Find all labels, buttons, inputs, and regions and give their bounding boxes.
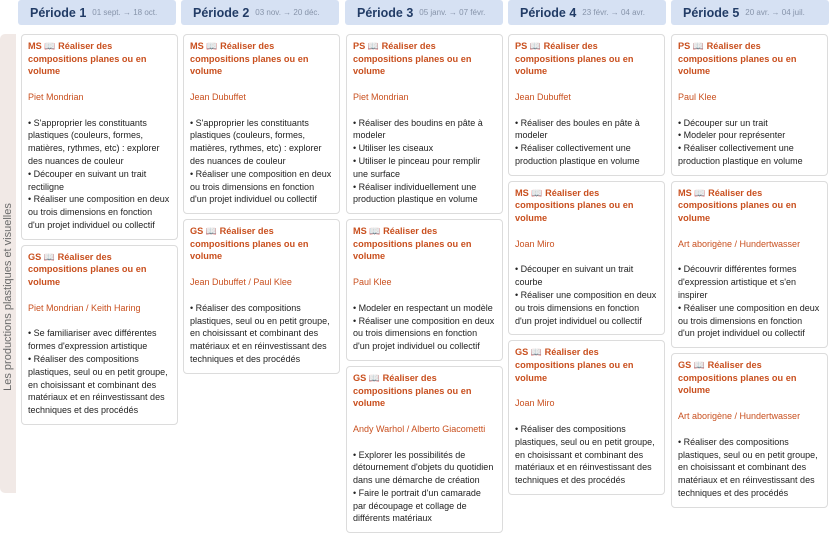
skill-item: • Se familiariser avec différentes formes d'expression artistique bbox=[28, 328, 157, 352]
skill-text: Modeler pour représenter bbox=[683, 130, 786, 141]
card-artist: Andy Warhol / Alberto Giacometti bbox=[353, 423, 486, 434]
card-title-text: Réaliser des compositions planes ou en volume bbox=[515, 347, 634, 383]
book-icon: 📖 bbox=[368, 372, 381, 383]
card-title bbox=[678, 187, 821, 225]
skill-item: • Découper en suivant un trait courbe bbox=[515, 264, 634, 288]
card-artist: Piet Mondrian bbox=[353, 91, 409, 102]
activity-card[interactable] bbox=[346, 219, 503, 361]
book-icon: 📖 bbox=[529, 41, 542, 51]
card-artist: Piet Mondrian / Keith Haring bbox=[28, 302, 141, 313]
card-title-text: Réaliser des compositions planes ou en volume bbox=[515, 187, 634, 223]
skill-text: Faire le portrait d'un camarade par découpage et collage de différents matériaux bbox=[353, 487, 481, 524]
card-artist: Joan Miro bbox=[515, 238, 555, 249]
level-badge: MS bbox=[190, 41, 204, 51]
card-title bbox=[515, 40, 658, 78]
activity-card[interactable] bbox=[671, 34, 828, 176]
skill-text: Réaliser des compositions plastiques, seul ou en petit groupe, en choisissant et combinant des matériaux et en réinvestissant des techniques et des procédés bbox=[678, 436, 818, 498]
period-dates: 23 févr. → 04 avr. bbox=[582, 8, 645, 17]
card-title-text: Réaliser des compositions planes ou en volume bbox=[28, 41, 147, 77]
card-artist: Jean Dubuffet bbox=[190, 91, 246, 102]
level-badge: MS bbox=[678, 187, 692, 198]
skill-item: • Explorer les possibilités de détournement d'objets du quotidien dans une démarche de création bbox=[353, 449, 494, 486]
skill-item: • S'approprier les constituants plastiques (couleurs, formes, matières, rythmes, etc) : explorer des nuances de couleur bbox=[28, 117, 160, 166]
skill-text: Réaliser une composition en deux ou trois dimensions en fonction d'un projet individuel ou collectif bbox=[678, 302, 820, 339]
activity-card[interactable] bbox=[346, 34, 503, 214]
card-artist: Paul Klee bbox=[353, 276, 392, 287]
skill-text: Découper en suivant un trait rectiligne bbox=[28, 168, 147, 192]
card-title bbox=[515, 187, 658, 225]
period-dates: 20 avr. → 04 juil. bbox=[745, 8, 805, 17]
skill-text: Réaliser une composition en deux ou trois dimensions en fonction d'un projet individuel ou collectif bbox=[353, 315, 495, 352]
card-title-text: Réaliser des compositions planes ou en volume bbox=[678, 41, 797, 77]
skill-item: • Réaliser des boudins en pâte à modeler bbox=[353, 117, 483, 141]
skill-item: • Réaliser des compositions plastiques, seul ou en petit groupe, en choisissant et combinant des matériaux et en réinvestissant des techniques et des procédés bbox=[515, 423, 655, 486]
book-icon: 📖 bbox=[694, 187, 706, 198]
card-artist: Paul Klee bbox=[678, 91, 717, 102]
level-badge: GS bbox=[353, 372, 367, 383]
level-badge: PS bbox=[515, 41, 528, 51]
period-column-4 bbox=[508, 34, 665, 500]
period-header-1[interactable] bbox=[18, 0, 176, 25]
level-badge: PS bbox=[353, 41, 366, 51]
book-icon: 📖 bbox=[530, 347, 543, 358]
card-title bbox=[678, 359, 821, 397]
skill-list bbox=[190, 117, 333, 207]
skill-text: Réaliser des compositions plastiques, seul ou en petit groupe, en choisissant et combinant des matériaux et en réinvestissant des techniques et des procédés bbox=[515, 423, 655, 486]
skill-list bbox=[353, 302, 496, 353]
level-badge: GS bbox=[190, 226, 204, 237]
card-title bbox=[353, 40, 496, 78]
skill-text: Se familiariser avec différentes formes d'expression artistique bbox=[28, 328, 157, 352]
activity-card[interactable] bbox=[21, 34, 178, 240]
period-column-1 bbox=[21, 34, 178, 430]
period-name: Période 4 bbox=[520, 5, 577, 20]
level-badge: MS bbox=[353, 226, 367, 237]
skill-item: • Utiliser le pinceau pour remplir une surface bbox=[353, 155, 481, 179]
skill-list bbox=[678, 263, 821, 340]
skill-list bbox=[190, 302, 333, 366]
card-title bbox=[353, 372, 496, 410]
period-column-2 bbox=[183, 34, 340, 379]
card-title bbox=[190, 225, 333, 263]
skill-list bbox=[515, 423, 658, 487]
skill-item: • Réaliser une composition en deux ou trois dimensions en fonction d'un projet individuel ou collectif bbox=[515, 289, 657, 326]
skill-list bbox=[678, 117, 821, 168]
skill-item: • Réaliser une composition en deux ou trois dimensions en fonction d'un projet individuel ou collectif bbox=[353, 315, 495, 352]
skill-item: • Réaliser une composition en deux ou trois dimensions en fonction d'un projet individuel ou collectif bbox=[28, 194, 170, 230]
book-icon: 📖 bbox=[692, 41, 705, 51]
skill-text: Réaliser individuellement une production plastique en volume bbox=[353, 181, 478, 205]
activity-card[interactable] bbox=[508, 181, 665, 336]
period-header-2[interactable] bbox=[181, 0, 339, 25]
side-label: Les productions plastiques et visuelles bbox=[2, 203, 14, 391]
period-header-5[interactable] bbox=[671, 0, 829, 25]
skill-list bbox=[353, 117, 496, 207]
period-dates: 03 nov. → 20 déc. bbox=[255, 8, 320, 17]
skill-text: Utiliser le pinceau pour remplir une surface bbox=[353, 155, 481, 179]
skill-text: Découper sur un trait bbox=[683, 117, 768, 128]
card-artist: Jean Dubuffet bbox=[515, 91, 571, 102]
skill-item: • Réaliser une composition en deux ou trois dimensions en fonction d'un projet individuel ou collectif bbox=[190, 168, 332, 205]
card-title bbox=[678, 40, 821, 78]
period-column-5 bbox=[671, 34, 828, 513]
card-title bbox=[515, 346, 658, 384]
skill-list bbox=[515, 263, 658, 327]
skill-text: Découvrir différentes formes d'expression artistique et s'en inspirer bbox=[678, 264, 797, 300]
activity-card[interactable] bbox=[183, 219, 340, 374]
skill-item: • Réaliser une composition en deux ou trois dimensions en fonction d'un projet individuel ou collectif bbox=[678, 302, 820, 339]
skill-text: Réaliser une composition en deux ou trois dimensions en fonction d'un projet individuel ou collectif bbox=[190, 168, 332, 205]
card-title-text: Réaliser des compositions planes ou en volume bbox=[353, 372, 472, 409]
skill-item: • S'approprier les constituants plastiques (couleurs, formes, matières, rythmes, etc) : explorer des nuances de couleur bbox=[190, 117, 322, 166]
skill-text: Utiliser les ciseaux bbox=[358, 143, 434, 154]
period-dates: 05 janv. → 07 févr. bbox=[419, 8, 486, 17]
skill-item: • Réaliser des compositions plastiques, seul ou en petit groupe, en choisissant et combinant des matériaux et en réinvestissant des techniques et des procédés bbox=[190, 302, 330, 364]
skill-item: • Modeler pour représenter bbox=[678, 130, 786, 141]
skill-text: Découper en suivant un trait courbe bbox=[515, 264, 634, 288]
skill-text: Réaliser une composition en deux ou trois dimensions en fonction d'un projet individuel ou collectif bbox=[515, 289, 657, 326]
skill-item: • Découper en suivant un trait rectiligne bbox=[28, 168, 147, 192]
book-icon: 📖 bbox=[693, 360, 706, 371]
skill-list bbox=[353, 449, 496, 526]
period-name: Période 5 bbox=[683, 5, 740, 20]
book-icon: 📖 bbox=[206, 41, 218, 51]
card-title bbox=[353, 225, 496, 263]
skill-text: Réaliser des boules en pâte à modeler bbox=[515, 117, 640, 141]
card-artist: Joan Miro bbox=[515, 398, 555, 409]
level-badge: GS bbox=[515, 347, 529, 358]
level-badge: MS bbox=[28, 41, 42, 51]
skill-text: Réaliser collectivement une production plastique en volume bbox=[678, 143, 803, 166]
period-header-4[interactable] bbox=[508, 0, 666, 25]
activity-card[interactable] bbox=[21, 245, 178, 425]
card-artist: Piet Mondrian bbox=[28, 91, 84, 102]
skill-item: • Réaliser des compositions plastiques, seul ou en petit groupe, en choisissant et combinant des matériaux et en réinvestissant des techniques et des procédés bbox=[28, 353, 168, 416]
level-badge: GS bbox=[678, 360, 692, 371]
card-title bbox=[190, 40, 333, 78]
skill-item: • Réaliser des boules en pâte à modeler bbox=[515, 117, 640, 141]
card-title-text: Réaliser des compositions planes ou en volume bbox=[515, 41, 634, 77]
book-icon: 📖 bbox=[44, 41, 56, 51]
book-icon: 📖 bbox=[531, 187, 543, 198]
skill-text: Réaliser des boudins en pâte à modeler bbox=[353, 117, 483, 141]
period-column-3 bbox=[346, 34, 503, 538]
skill-text: Explorer les possibilités de détournement d'objets du quotidien dans une démarche de création bbox=[353, 449, 494, 486]
level-badge: PS bbox=[678, 41, 691, 51]
activity-card[interactable] bbox=[346, 366, 503, 533]
activity-card[interactable] bbox=[508, 340, 665, 495]
skill-text: Réaliser une composition en deux ou trois dimensions en fonction d'un projet individuel ou collectif bbox=[28, 194, 170, 230]
level-badge: MS bbox=[515, 187, 529, 198]
card-title-text: Réaliser des compositions planes ou en volume bbox=[353, 41, 472, 77]
book-icon: 📖 bbox=[43, 251, 56, 262]
period-dates: 01 sept. → 18 oct. bbox=[92, 8, 158, 17]
skill-text: S'approprier les constituants plastiques (couleurs, formes, matières, rythmes, etc) : explorer des nuances de couleur bbox=[28, 117, 160, 166]
skill-item: • Réaliser des compositions plastiques, seul ou en petit groupe, en choisissant et combinant des matériaux et en réinvestissant des techniques et des procédés bbox=[678, 436, 818, 498]
book-icon: 📖 bbox=[205, 226, 218, 237]
card-artist: Art aborigène / Hundertwasser bbox=[678, 410, 801, 421]
card-title-text: Réaliser des compositions planes ou en volume bbox=[678, 360, 797, 396]
skill-item: • Découvrir différentes formes d'expression artistique et s'en inspirer bbox=[678, 264, 797, 300]
book-icon: 📖 bbox=[369, 226, 381, 237]
period-name: Période 2 bbox=[193, 5, 250, 20]
card-title-text: Réaliser des compositions planes ou en volume bbox=[28, 251, 147, 287]
activity-card[interactable] bbox=[183, 34, 340, 214]
skill-text: Réaliser collectivement une production plastique en volume bbox=[515, 143, 640, 166]
activity-card[interactable] bbox=[671, 181, 828, 348]
skill-text: Réaliser des compositions plastiques, seul ou en petit groupe, en choisissant et combinant des matériaux et en réinvestissant des techniques et des procédés bbox=[190, 302, 330, 364]
card-title bbox=[28, 40, 171, 78]
skill-text: Réaliser des compositions plastiques, seul ou en petit groupe, en choisissant et combinant des matériaux et en réinvestissant des techniques et des procédés bbox=[28, 353, 168, 416]
skill-item: • Réaliser individuellement une production plastique en volume bbox=[353, 181, 478, 205]
skill-list bbox=[515, 117, 658, 168]
side-band bbox=[0, 34, 16, 493]
skill-list bbox=[28, 327, 171, 417]
card-artist: Jean Dubuffet / Paul Klee bbox=[190, 276, 292, 287]
skill-item: • Réaliser collectivement une production plastique en volume bbox=[678, 143, 803, 166]
skill-item: • Utiliser les ciseaux bbox=[353, 143, 434, 154]
period-name: Période 1 bbox=[30, 5, 87, 20]
level-badge: GS bbox=[28, 251, 42, 262]
activity-card[interactable] bbox=[671, 353, 828, 508]
book-icon: 📖 bbox=[367, 41, 380, 51]
skill-item: • Faire le portrait d'un camarade par découpage et collage de différents matériaux bbox=[353, 487, 481, 524]
skill-item: • Réaliser collectivement une production plastique en volume bbox=[515, 143, 640, 166]
card-artist: Art aborigène / Hundertwasser bbox=[678, 238, 801, 249]
skill-list bbox=[28, 117, 171, 232]
card-title bbox=[28, 251, 171, 289]
activity-card[interactable] bbox=[508, 34, 665, 176]
period-name: Période 3 bbox=[357, 5, 414, 20]
card-title-text: Réaliser des compositions planes ou en volume bbox=[353, 226, 472, 262]
card-title-text: Réaliser des compositions planes ou en volume bbox=[190, 41, 309, 77]
skill-text: Modeler en respectant un modèle bbox=[358, 302, 493, 313]
skill-item: • Modeler en respectant un modèle bbox=[353, 302, 493, 313]
card-title-text: Réaliser des compositions planes ou en volume bbox=[678, 187, 797, 223]
skill-item: • Découper sur un trait bbox=[678, 117, 768, 128]
skill-list bbox=[678, 436, 821, 500]
period-header-3[interactable] bbox=[345, 0, 503, 25]
skill-text: S'approprier les constituants plastiques (couleurs, formes, matières, rythmes, etc) : explorer des nuances de couleur bbox=[190, 117, 322, 166]
card-title-text: Réaliser des compositions planes ou en volume bbox=[190, 226, 309, 262]
